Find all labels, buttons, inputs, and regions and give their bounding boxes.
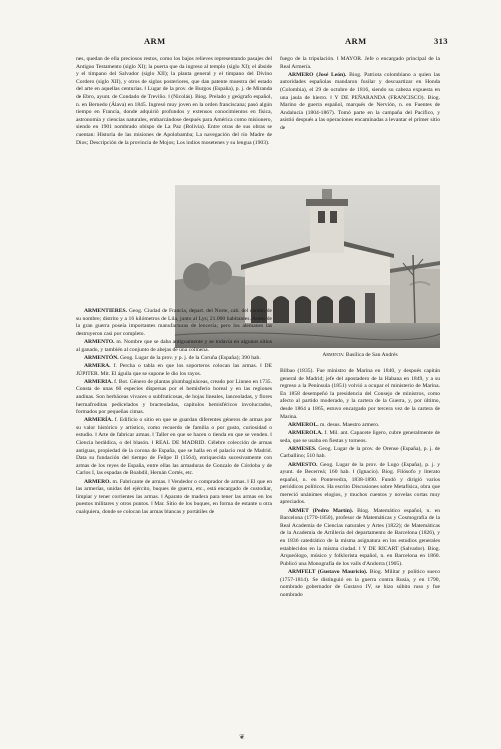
headword: ARMENTIÈRES. bbox=[84, 308, 128, 314]
headword: ARMEROL. bbox=[288, 421, 319, 428]
headword: ARMET (Pedro Martín). bbox=[288, 507, 354, 514]
headword: ARMEROLA. bbox=[288, 429, 323, 436]
right-column-top bbox=[280, 56, 440, 182]
right-column-bottom bbox=[280, 368, 440, 713]
headword: ARMENTO. bbox=[84, 338, 115, 345]
entry-text: Geog. Ciudad de Francia, depart. del Norte, cab. del cantón de su nombre; distrito y a 16 kilómetros de Lila, junto al Lys; 21.000 habitantes. Antes de la gran guerra poseía importantes manufacturas de lencería; pero los alemanes las destruyeron casi por completo. bbox=[76, 308, 272, 337]
entry-armero-jose-leon bbox=[280, 72, 440, 133]
entry-armento bbox=[76, 339, 272, 354]
entry-armeria bbox=[76, 417, 272, 478]
headword: ARMENTÓN. bbox=[84, 354, 119, 361]
entry-text: m. Nombre que se daba antiguamente y se todavía en algunos sitios al ganado, y también al conjunto de abejas de una colmena. bbox=[76, 338, 272, 353]
entry-text: m. desus. Maestro armero. bbox=[318, 421, 380, 428]
entry-text: Geog. Lugar de la prov. de Orense (España), p. j. de Carballino; 510 hab. bbox=[280, 445, 440, 460]
paragraph: nes, quedan de ella preciosos restos, como los bajos relieves representando pasajes del Antiguo Testamento (siglo XI); la puerta que da ingreso al templo (siglo XI); el ábside y el tímpano del Salvador (siglo XII); la planta general y el tímpano del Divino Cordero (siglo XII), y otros de siglos posteriores, que dan patente muestra del estado del arte en aquellas centurias. ‖ Lugar de la prov. de Burgos (España), p. j. de Miranda de Ebro, ayunt. de Condado de Treviño. ‖ (Nicolás). Biog. Prelado y geógrafo español, n. en Bernedo (Álava) en 1845. Ingresó muy joven en la orden franciscana; pasó algún tiempo en Francia, donde adquirió profundos y extensos conocimientos en física, astronomía y ciencias naturales, embarcándose después para América como misionero, siendo en 1901 nombrado obispo de La Paz (Bolivia). Entre otras de sus obras se cuentan: Historia de las misiones de Apolobamba; La navegación del río Madre de Dios; Descripción de la provincia de Mojos; Los indios mosetenes y su lengua (1903). bbox=[76, 56, 272, 146]
paragraph: fuego de la tripulación. ‖ MAYOR. Jefe o encargado principal de la Real Armería. bbox=[280, 56, 440, 70]
running-head-left: ARM bbox=[144, 36, 166, 46]
caption-text: : Basílica de San Andrés bbox=[342, 352, 398, 358]
entry-text: f. Bot. Género de plantas plumbagináceas, creado por Linneo en 1735. Consta de unas 60 especies dispersas por el hemisferio boreal y en las regiones andinas. Son herbáceas vivaces o subfruticosas, de hojas lineales, lanceoladas, y flores hermafroditas pedicelados y bracteoladas, capítulos hemisféricos involucrados, formados por pequeñas cimas. bbox=[76, 378, 272, 416]
headword: ARMESES. bbox=[288, 445, 317, 452]
entry-text: m. Fabricante de armas. ‖ Vendedor o comprador de armas. ‖ El que en las armerías, unidas del ejército, buques de guerra, etc., está encargado de custodiar, limpiar y tener corrientes las armas. ‖ Aparato de madera para tener las armas en los puestos militares y otros puntos. ‖ Mar. Sitio de los buques, en forma de estante u otra cualquiera, donde se colocan las armas blancas y portátiles de bbox=[76, 478, 272, 515]
footer-ornament: ❦ bbox=[239, 733, 245, 741]
running-head-center: ARM bbox=[345, 36, 367, 46]
entry-armeria-bot bbox=[76, 379, 272, 417]
headword: ARMESTO. bbox=[288, 461, 318, 468]
entry-armerola bbox=[280, 430, 440, 445]
entry-text: Geog. Lugar de la prov. y p. j. de la Coruña (España); 390 hab. bbox=[118, 354, 261, 361]
entry-text: Biog. Patriota colombiano a quien las autoridades españolas mandaron fusilar y descuartizar en Honda (Colombia), el 29 de octubre de 1816, siendo su cabeza expuesta en una jaula de hierro. ‖ Y DE PEÑARANDA (FRANCISCO). Biog. Marino de guerra español, marqués de Nervión, n. en Fuentes de Andalucía (1804-1867). Tomó parte en la campaña del Pacífico, y asistió después a las operaciones encaminadas a levantar el primer sitio de bbox=[280, 71, 440, 131]
headword: ARMFELT (Gustavo Mauricio). bbox=[288, 569, 368, 575]
entry-armerol bbox=[280, 422, 440, 430]
entry-text: Biog. Militar y político sueco (1757-1814). Se distinguió en la guerra contra Rusia, y en 1790, nombrado gobernador de Gustavo IV, se hizo súbito ruso y fue nombrado bbox=[280, 569, 440, 598]
entry-armeses bbox=[280, 446, 440, 461]
photo-caption bbox=[280, 352, 440, 358]
entry-armero bbox=[76, 479, 272, 517]
entry-armentieres bbox=[76, 308, 272, 338]
entry-text: Biog. Matemático español, n. en Barcelona (1770-1850), profesor de Matemáticas y Cosmografía de la Real Academia de Ciencias naturales y Artes (1822); de Matemáticas de la Academia de Artillería del departamento de Barcelona (1826), y en 1836 catedrático de la misma asignatura en los estudios generales establecidos en la misma ciudad. ‖ Y DE RICART (Salvador). Biog. Arqueólogo, músico y folklorista español, n. en Barcelona en 1860. Publicó una Monografía de los valls d'Andorra (1905). bbox=[280, 507, 440, 567]
headword: ARMERA. bbox=[84, 362, 111, 369]
headword: ARMERO. bbox=[84, 478, 111, 485]
entry-armesto bbox=[280, 462, 440, 508]
entry-text: Geog. Lugar de la prov. de Lugo (España), p. j. y ayunt. de Becerreá; 160 hab. ‖ (Ignacio). Biog. Filósofo y literato español, n. en Pontevedra, 1838-1890. Fundó y dirigió varios periódicos políticos. Ha escrito Discusiones sobre Metafísica, obra que mereció unánimes elogios, y muchos cuentos y novelas cortas muy apreciados. bbox=[280, 461, 440, 506]
entry-armet bbox=[280, 508, 440, 569]
caption-label: Armenta bbox=[322, 352, 343, 358]
entry-text: f. Edificio o sitio en que se guardan diferentes géneros de armas por su valor histórico y artístico, como recuerdo de familia o por gusto, curiosidad o estudio. ‖ Arte de fabricar armas. ‖ Taller en que se hacen o tienda en que se venden. ‖ Ciencia heráldica, o del blasón. ‖ REAL DE MADRID. Célebre colección de armas antiguas, propiedad de la corona de España, que se halla en el palacio real de Madrid. Data su fundación del tiempo de Felipe II (1564), enriquecida sucesivamente con armas de los reyes de España, entre ellas las armaduras de Gonzalo de Córdoba y de Carlos I, las espadas de Boabdil, Hernán Cortés, etc. bbox=[76, 417, 272, 477]
entry-armfelt bbox=[280, 569, 440, 599]
headword: ARMERO (José León). bbox=[288, 71, 347, 78]
headword: ARMERIA. bbox=[84, 378, 113, 385]
headword: ARMERÍA. bbox=[84, 417, 113, 424]
entry-armera bbox=[76, 363, 272, 378]
entry-armenton bbox=[76, 355, 272, 363]
entry-text: f. Percha o tabla en que los soporteros colocan las armas. ‖ DE JÚPITER. Mit. El águila que se supone le dio los rayos. bbox=[76, 362, 272, 377]
left-column-bottom bbox=[76, 308, 272, 710]
paragraph: Bilbao (1835). Fue ministro de Marina en 1840, y después capitán general de Madrid; jefe del apostadero de la Habana en 1849, y a su regreso a la Península (1851) volvió a ocupar el ministerio de Marina. En 1858 desempeñó la presidencia del Consejo de ministros, como afecto al partido moderado, y la cartera de la Guerra, y, por último, desde 1864 a 1865, estuvo encargado por tercera vez de la cartera de Marina. bbox=[280, 368, 440, 420]
entry-text: f. Mil. ant. Capacete ligero, cubre generalmente de seda, que se usaba en fiestas y torneos. bbox=[280, 429, 440, 444]
page-number: 313 bbox=[434, 36, 448, 46]
